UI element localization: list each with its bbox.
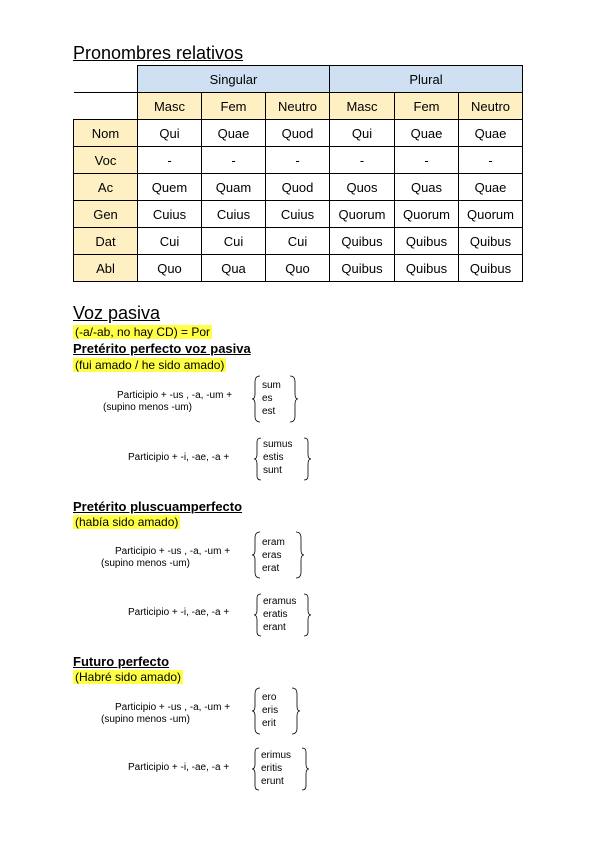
group-header: Singular — [138, 66, 330, 93]
table-row — [74, 147, 523, 174]
table-row — [74, 120, 523, 147]
table-cell: Quae — [395, 120, 459, 147]
verb-form: eratis — [263, 609, 288, 620]
verb-form: erunt — [261, 776, 284, 787]
formula-plural — [128, 452, 229, 464]
section-title: Voz pasiva — [73, 303, 161, 323]
verb-form: es — [262, 393, 273, 404]
formula-plural — [128, 607, 229, 619]
formula-singular — [101, 702, 230, 726]
formula-line: Participio + -i, -ae, -a + — [128, 607, 230, 618]
table-cell: - — [330, 147, 395, 174]
table-cell: Quae — [459, 174, 523, 201]
verb-form: eras — [262, 550, 282, 561]
table-cell: Quibus — [330, 255, 395, 282]
table-cell: Quem — [138, 174, 202, 201]
formula-singular — [103, 390, 232, 414]
table-cell: Quorum — [459, 201, 523, 228]
table-cell: Cuius — [138, 201, 202, 228]
verb-form: erant — [263, 622, 286, 633]
table-cell: Quae — [459, 120, 523, 147]
highlighted-gloss: (Habré sido amado) — [75, 670, 182, 684]
verb-form: eram — [262, 537, 285, 548]
table-cell: Cuius — [202, 201, 266, 228]
table-cell: Qua — [202, 255, 266, 282]
conjugation-bracket — [252, 746, 312, 792]
formula-line: Participio + -us , -a, -um + — [115, 702, 231, 713]
table-cell: Cui — [266, 228, 330, 255]
page-title: Pronombres relativos — [73, 43, 244, 63]
table-cell: Qui — [330, 120, 395, 147]
gender-header: Masc — [330, 93, 395, 120]
conjugation-bracket — [252, 374, 302, 424]
verb-form: erimus — [261, 750, 292, 761]
highlighted-gloss: (fui amado / he sido amado) — [75, 358, 225, 372]
table-cell: Quibus — [395, 255, 459, 282]
table-cell: Quod — [266, 120, 330, 147]
gender-header: Masc — [138, 93, 202, 120]
table-cell: Quas — [395, 174, 459, 201]
table-cell: Quibus — [459, 255, 523, 282]
case-label: Dat — [74, 228, 138, 255]
relative-pronouns-table — [73, 65, 523, 282]
table-cell: Quorum — [330, 201, 395, 228]
section-heading: Pretérito perfecto voz pasiva — [73, 341, 251, 356]
table-cell: Quod — [266, 174, 330, 201]
table-row — [74, 174, 523, 201]
conjugation-bracket — [252, 686, 302, 736]
case-label: Voc — [74, 147, 138, 174]
table-row — [74, 201, 523, 228]
group-header: Plural — [330, 66, 523, 93]
table-cell: Cui — [138, 228, 202, 255]
verb-form: sum — [262, 380, 281, 391]
formula-note: (supino menos -um) — [101, 558, 190, 569]
conjugation-bracket — [252, 530, 306, 580]
verb-form: ero — [262, 692, 277, 703]
table-cell: Quam — [202, 174, 266, 201]
verb-form: sumus — [263, 439, 293, 450]
verb-form: eritis — [261, 763, 283, 774]
table-cell: Quorum — [395, 201, 459, 228]
formula-plural — [128, 762, 229, 774]
gender-header: Neutro — [266, 93, 330, 120]
formula-line: Participio + -us , -a, -um + — [115, 546, 231, 557]
verb-form: erat — [262, 563, 280, 574]
table-cell: Quibus — [395, 228, 459, 255]
table-cell: Quo — [266, 255, 330, 282]
verb-form: est — [262, 406, 276, 417]
conjugation-bracket — [254, 436, 314, 482]
table-cell: Qui — [138, 120, 202, 147]
table-cell: Cui — [202, 228, 266, 255]
case-label: Nom — [74, 120, 138, 147]
section-heading: Futuro perfecto — [73, 654, 170, 669]
highlighted-gloss: (había sido amado) — [75, 515, 179, 529]
highlighted-note: (-a/-ab, no hay CD) = Por — [75, 325, 211, 339]
section-heading: Pretérito pluscuamperfecto — [73, 499, 243, 514]
table-cell: - — [138, 147, 202, 174]
case-label: Gen — [74, 201, 138, 228]
verb-form: sunt — [263, 465, 282, 476]
table-corner — [74, 66, 138, 93]
table-corner — [74, 93, 138, 120]
table-row — [74, 228, 523, 255]
table-cell: Quo — [138, 255, 202, 282]
gender-header: Fem — [202, 93, 266, 120]
case-label: Ac — [74, 174, 138, 201]
verb-form: eramus — [263, 596, 297, 607]
table-cell: Quos — [330, 174, 395, 201]
table-cell: - — [202, 147, 266, 174]
verb-form: erit — [262, 718, 276, 729]
table-cell: Quae — [202, 120, 266, 147]
conjugation-bracket — [254, 592, 314, 638]
table-cell: - — [266, 147, 330, 174]
table-row — [74, 255, 523, 282]
formula-singular — [101, 546, 230, 570]
formula-line: Participio + -i, -ae, -a + — [128, 762, 230, 773]
table-cell: Quibus — [330, 228, 395, 255]
case-label: Abl — [74, 255, 138, 282]
formula-line: Participio + -us , -a, -um + — [117, 390, 233, 401]
gender-header: Neutro — [459, 93, 523, 120]
formula-note: (supino menos -um) — [101, 714, 190, 725]
verb-form: eris — [262, 705, 279, 716]
table-cell: Quibus — [459, 228, 523, 255]
formula-note: (supino menos -um) — [103, 402, 192, 413]
verb-form: estis — [263, 452, 284, 463]
formula-line: Participio + -i, -ae, -a + — [128, 452, 230, 463]
table-cell: Cuius — [266, 201, 330, 228]
table-cell: - — [395, 147, 459, 174]
gender-header: Fem — [395, 93, 459, 120]
table-cell: - — [459, 147, 523, 174]
